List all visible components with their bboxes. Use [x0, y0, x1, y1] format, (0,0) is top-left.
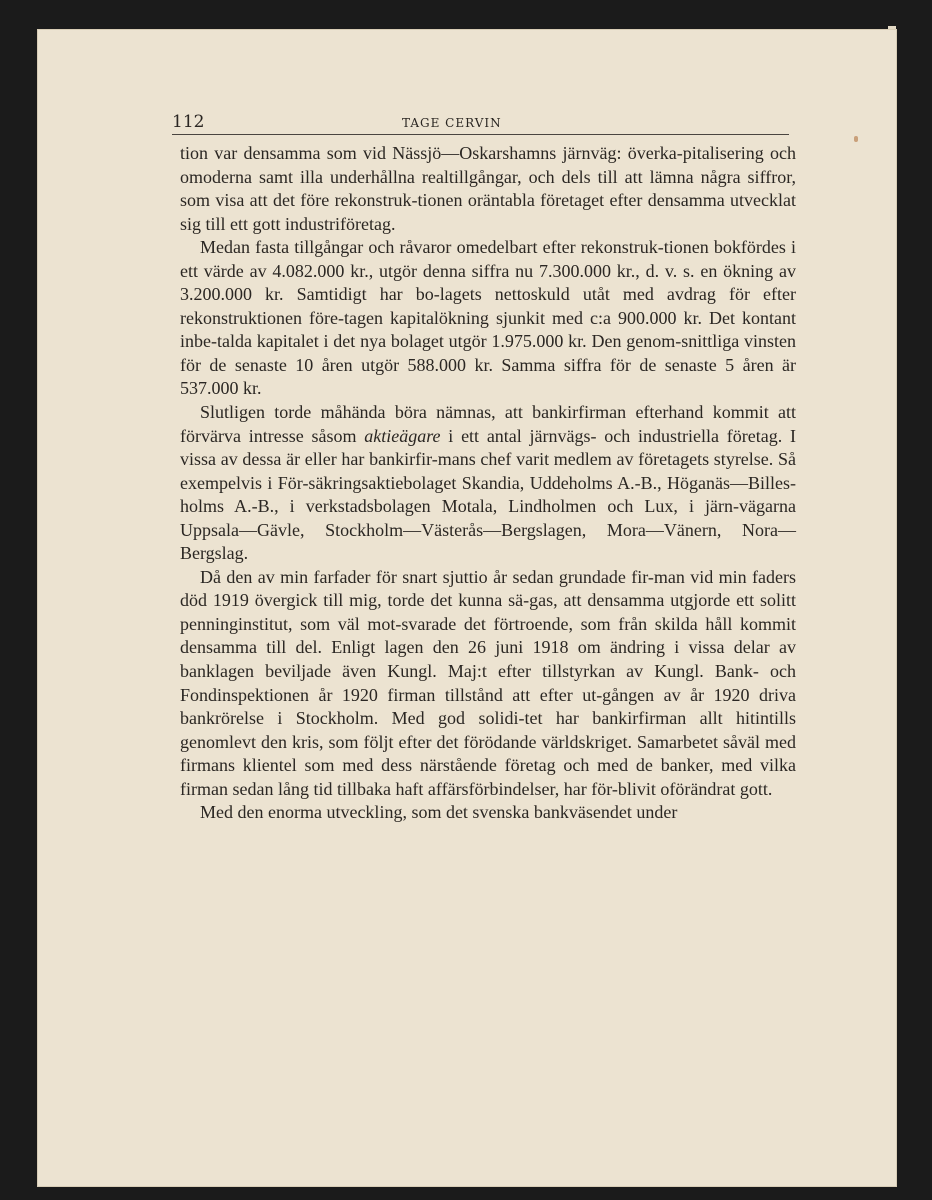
paper-speck	[854, 136, 858, 142]
running-head: TAGE CERVIN	[402, 116, 502, 130]
paragraph-2: Medan fasta tillgångar och råvaror omedelbart efter rekonstruk-tionen bokfördes i ett värde av 4.082.000 kr., utgör denna siffra nu 7.300.000 kr., d. v. s. en ökning av 3.200.000 kr. Samtidigt har bo-lagets nettoskuld utåt med avdrag för efter rekonstruktionen före-tagen kapitalökning sjunkit med c:a 900.000 kr. Det kontant inbe-talda kapitalet i det nya bolaget utgör 1.975.000 kr. Den genom-snittliga vinsten för de senaste 10 åren utgör 588.000 kr. Samma siffra för de senaste 5 åren är 537.000 kr.	[180, 237, 796, 399]
page-number: 112	[172, 112, 205, 132]
page-header	[172, 112, 789, 135]
paragraph-4: Då den av min farfader för snart sjuttio år sedan grundade fir-man vid min faders död 1919 övergick till mig, torde det kunna sä-gas, att densamma utgjorde ett solitt penninginstitut, som väl mot-svarade det förtroende, som från skilda håll kommit densamma till del. Enligt lagen den 26 juni 1918 om ändring i vissa delar av banklagen beviljade även Kungl. Maj:t efter tillstyrkan av Kungl. Bank- och Fondinspektionen år 1920 firman tillstånd att efter ut-gången av år 1920 driva bankrörelse i Stockholm. Med god solidi-tet har bankirfirman allt hitintills genomlevt den kris, som följt efter det förödande världskriget. Samarbetet såväl med firmans klientel som med dess närstående företag och med de banker, med vilka firman sedan lång tid tillbaka haft affärsförbindelser, har för-blivit oförändrat gott.	[180, 566, 796, 799]
emphasis-aktieagare: aktieägare	[364, 425, 441, 446]
paragraph-3	[180, 401, 796, 566]
body-text	[180, 142, 796, 825]
paragraph-1: tion var densamma som vid Nässjö—Oskarshamns järnväg: överka-pitalisering och omoderna samt illa underhållna realtillgångar, och dels till att lämna några siffror, som visa att det före rekonstruk-tionen oräntabla företaget efter densamma utvecklat sig till ett gott industriföretag.	[180, 143, 796, 234]
paragraph-3-part-1: Slutligen torde måhända böra nämnas, att bankirfirman efterhand kommit att förvärva intresse såsom	[180, 402, 796, 446]
paragraph-5: Med den enorma utveckling, som det svenska bankväsendet under	[200, 802, 678, 823]
paragraph-3-part-2: i ett antal järnvägs- och industriella företag. I vissa av dessa är eller har bankirfir-mans chef varit medlem av företagets styrelse. Så exempelvis i För-säkringsaktiebolaget Skandia, Uddeholms A.-B., Höganäs—Billes-holms A.-B., i verkstadsbolagen Motala, Lindholmen och Lux, i järn-vägarna Uppsala—Gävle, Stockholm—Västerås—Bergslagen, Mora—Vänern, Nora—Bergslag.	[180, 425, 796, 564]
